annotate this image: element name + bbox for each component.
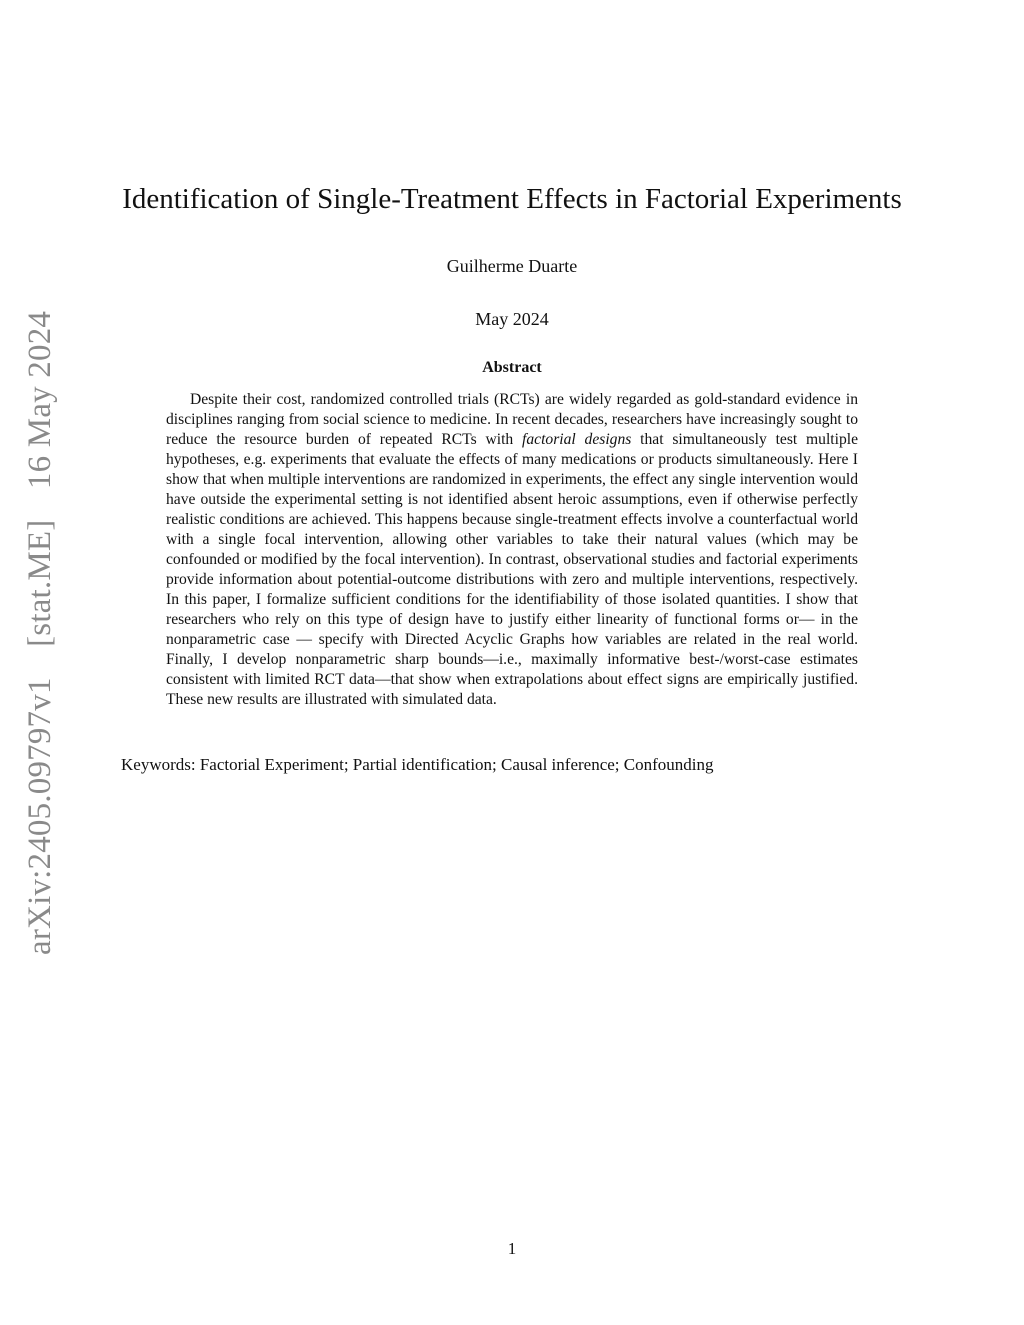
abstract-heading: Abstract bbox=[482, 359, 542, 376]
keywords-line: Keywords: Factorial Experiment; Partial identification; Causal inference; Confounding bbox=[121, 755, 714, 774]
paper-author: Guilherme Duarte bbox=[446, 256, 578, 276]
page-number: 1 bbox=[507, 1239, 517, 1258]
paper-date: May 2024 bbox=[475, 309, 549, 329]
abstract-text-part-1: Despite their cost, randomized controlled trials (RCTs) are widely regarded as gold-standard evidence in disciplines ranging from social science to medicine. In recent decades, researchers have increasingly sought to reduce the resource burden of repeated RCTs with bbox=[166, 391, 858, 448]
arxiv-category: [stat.ME] bbox=[22, 519, 58, 647]
arxiv-identifier-stamp bbox=[22, 311, 59, 955]
abstract-body bbox=[166, 390, 858, 710]
paper-title: Identification of Single-Treatment Effects in Factorial Experiments bbox=[122, 183, 902, 215]
arxiv-date: 16 May 2024 bbox=[22, 310, 58, 490]
abstract-text-part-2: that simultaneously test multiple hypotheses, e.g. experiments that evaluate the effects of many medications or products simultaneously. Here I show that when multiple interventions are randomized in experiments, the effect any single intervention would have outside the experimental setting is not identified absent heroic assumptions, even if otherwise perfectly realistic conditions are achieved. This happens because single-treatment effects involve a counterfactual world with a single focal intervention, allowing other variables to take their natural values (which may be confounded or modified by the focal intervention). In contrast, observational studies and factorial experiments provide information about potential-outcome distributions with zero and multiple interventions, respectively. In this paper, I formalize sufficient conditions for the identifiability of those isolated quantities. I show that researchers who rely on this type of design have to justify either linearity of functional forms or— in the nonparametric case — specify with Directed Acyclic Graphs how variables are related in the real world. Finally, I develop nonparametric sharp bounds—i.e., maximally informative best-/worst-case estimates consistent with limited RCT data—that show when extrapolations about effect signs are empirically justified. These new results are illustrated with simulated data. bbox=[166, 431, 859, 708]
abstract-italic-phrase: factorial designs bbox=[522, 431, 632, 448]
arxiv-id: arXiv:2405.09797v1 bbox=[22, 677, 58, 955]
